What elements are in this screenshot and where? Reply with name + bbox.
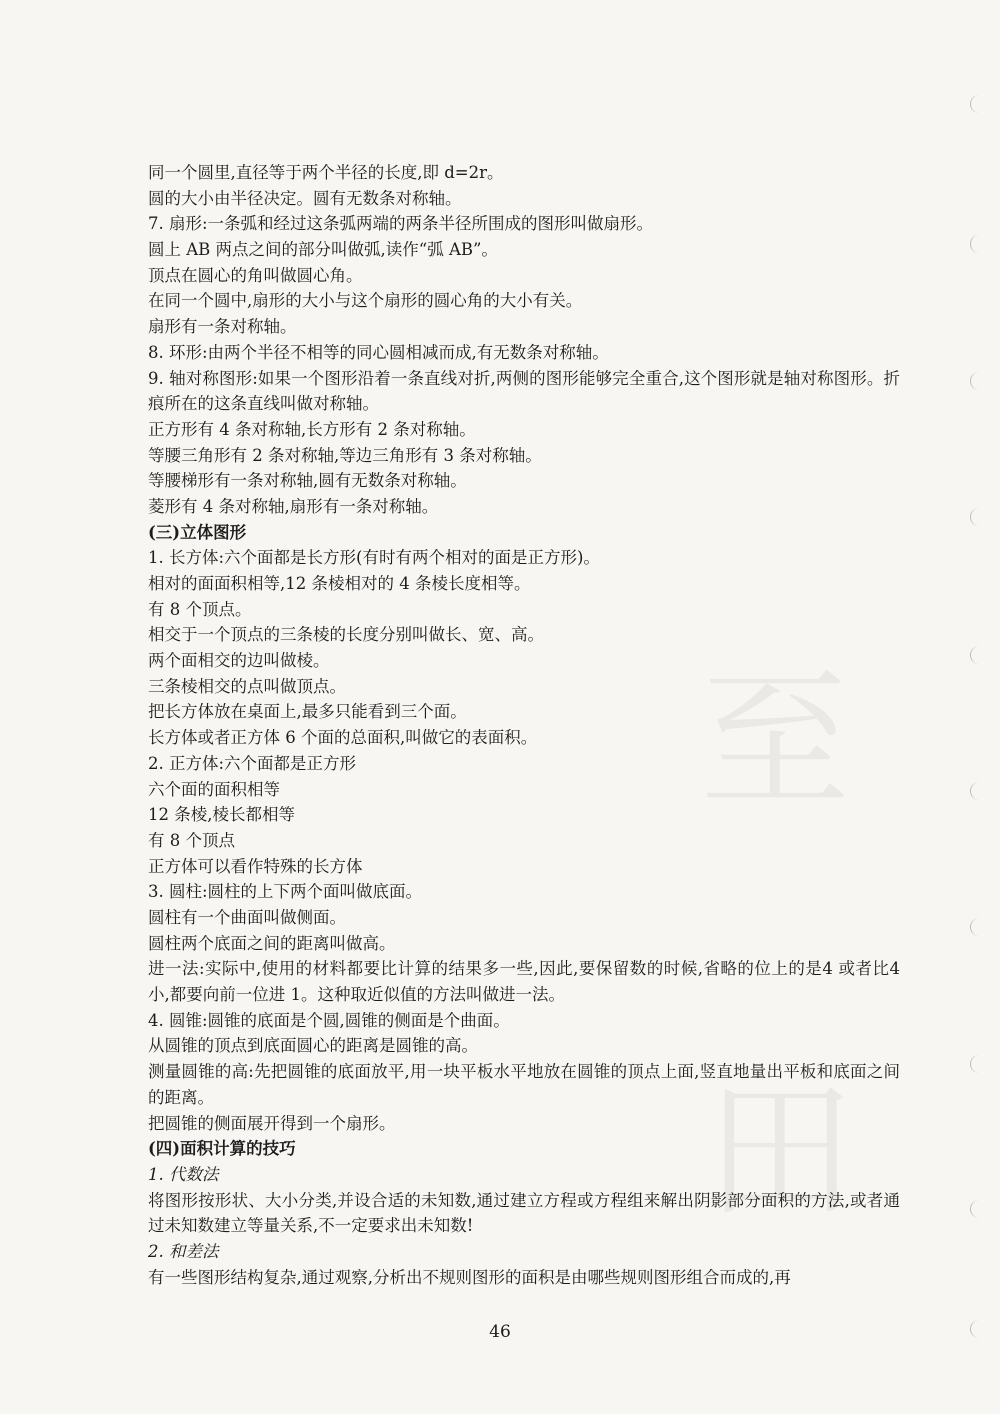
- measure-cone-height: 测量圆锥的高:先把圆锥的底面放平,用一块平板水平地放在圆锥的顶点上面,竖直地量出平板和底面之间的距离。: [148, 1062, 900, 1107]
- binding-mark: [970, 1200, 985, 1218]
- text-line: 扇形有一条对称轴。: [148, 317, 297, 337]
- definition-cylinder: 3. 圆柱:圆柱的上下两个面叫做底面。: [148, 882, 423, 902]
- text-line: 圆的大小由半径决定。圆有无数条对称轴。: [148, 188, 462, 208]
- text-line: 在同一个圆中,扇形的大小与这个扇形的圆心角的大小有关。: [148, 291, 583, 311]
- definition-cone: 4. 圆锥:圆锥的底面是个圆,圆锥的侧面是个曲面。: [148, 1010, 510, 1030]
- text-line: 从圆锥的顶点到底面圆心的距离是圆锥的高。: [148, 1036, 478, 1056]
- definition-axial-symmetry: 9. 轴对称图形:如果一个图形沿着一条直线对折,两侧的图形能够完全重合,这个图形就是轴对称图形。折痕所在的这条直线叫做对称轴。: [148, 368, 900, 414]
- page-body: [110, 160, 900, 1290]
- definition-annulus: 8. 环形:由两个半径不相等的同心圆相减而成,有无数条对称轴。: [148, 342, 609, 362]
- text-line: 等腰三角形有 2 条对称轴,等边三角形有 3 条对称轴。: [148, 445, 542, 465]
- subheading-algebra-method: 1. 代数法: [148, 1164, 219, 1184]
- binding-mark: [970, 646, 985, 664]
- text-line: 两个面相交的边叫做棱。: [148, 651, 330, 671]
- text-line: 顶点在圆心的角叫做圆心角。: [148, 265, 363, 285]
- text-line: 有 8 个顶点。: [148, 599, 252, 619]
- algebra-method-text: 将图形按形状、大小分类,并设合适的未知数,通过建立方程或方程组来解出阴影部分面积的方法,或者通过未知数建立等量关系,不一定要求出未知数!: [148, 1190, 900, 1236]
- text-line: 12 条棱,棱长都相等: [148, 805, 295, 825]
- text-line: 菱形有 4 条对称轴,扇形有一条对称轴。: [148, 496, 439, 516]
- text-line: 圆柱两个底面之间的距离叫做高。: [148, 933, 396, 953]
- binding-mark: [970, 95, 985, 113]
- text-line: 三条棱相交的点叫做顶点。: [148, 676, 346, 696]
- binding-mark: [970, 372, 985, 390]
- text-line: 圆柱有一个曲面叫做侧面。: [148, 907, 346, 927]
- definition-cube: 2. 正方体:六个面都是正方形: [148, 753, 357, 773]
- text-line: 把长方体放在桌面上,最多只能看到三个面。: [148, 702, 467, 722]
- definition-sector: 7. 扇形:一条弧和经过这条弧两端的两条半径所围成的图形叫做扇形。: [148, 214, 654, 234]
- page-number: 46: [489, 1322, 511, 1342]
- section-heading-area-techniques: (四)面积计算的技巧: [148, 1139, 296, 1159]
- text-line: 同一个圆里,直径等于两个半径的长度,即 d=2r。: [148, 163, 504, 182]
- show-through-mark: 至: [700, 655, 851, 829]
- text-line: 相对的面面积相等,12 条棱相对的 4 条棱长度相等。: [148, 574, 531, 594]
- text-line: 正方体可以看作特殊的长方体: [148, 856, 363, 876]
- text-line: 有 8 个顶点: [148, 830, 235, 850]
- definition-round-up-method: 进一法:实际中,使用的材料都要比计算的结果多一些,因此,要保留数的时候,省略的位上的是4 或者比4 小,都要向前一位进 1。这种取近似值的方法叫做进一法。: [148, 959, 900, 1005]
- text-line: 正方形有 4 条对称轴,长方形有 2 条对称轴。: [148, 419, 476, 439]
- text-line: 等腰梯形有一条对称轴,圆有无数条对称轴。: [148, 471, 467, 491]
- sum-difference-method-text: 有一些图形结构复杂,通过观察,分析出不规则图形的面积是由哪些规则图形组合而成的,再: [148, 1267, 791, 1287]
- text-line: 圆上 AB 两点之间的部分叫做弧,读作“弧 AB”。: [148, 240, 498, 260]
- subheading-sum-difference-method: 2. 和差法: [148, 1242, 219, 1261]
- binding-mark: [970, 235, 985, 253]
- text-line: 六个面的面积相等: [148, 779, 280, 799]
- text-line: 长方体或者正方体 6 个面的总面积,叫做它的表面积。: [148, 728, 538, 748]
- definition-cuboid: 1. 长方体:六个面都是长方形(有时有两个相对的面是正方形)。: [148, 548, 600, 568]
- text-line: 相交于一个顶点的三条棱的长度分别叫做长、宽、高。: [148, 625, 544, 645]
- binding-mark: [970, 918, 985, 936]
- text-line: 把圆锥的侧面展开得到一个扇形。: [148, 1113, 396, 1133]
- binding-mark: [970, 1055, 985, 1073]
- section-heading-solid-figures: (三)立体图形: [148, 522, 247, 542]
- show-through-mark: 田: [705, 1065, 856, 1239]
- binding-mark: [970, 508, 985, 526]
- binding-mark: [970, 782, 985, 800]
